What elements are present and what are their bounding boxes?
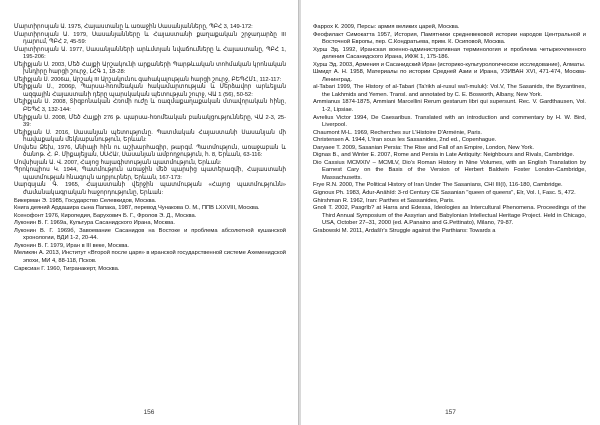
bibliography-entry: Մելիքյան Ս., 2006բ, Պարսա-հռոմեական հակամարտության և Մերձավոր արևելյան ազգային Հայաստանի դերը պարսկական պետության շուրջ, ՎԱ 1 (56), 50-52:	[14, 84, 286, 98]
bibliography-entry: Gignoux Ph. 1983, Ādur-Anāhīd: 3-rd Century CE Sasanian "queen of queens", Elr, Vol. I, Fasc. 5, 472.	[313, 190, 576, 197]
bibliography-entry: Մելիքյան Ս. 2003, Մեծ Հայքի Արշակունի արքաների Պարթևական տոհմական կրոնական խնդիրը հարցի շուրջ, ԼՀԳ 1, 18-28:	[14, 61, 286, 76]
left-page	[0, 0, 299, 425]
bibliography-entry: al-Tabari 1999, The History of al-Tabari (Ta'rikh al-rusul wa'l-muluk): Vol.V, The Sasanids, the Byzantines, the Lakhmids and Yemen. Transl. and annotated by C. E. Bosworth, Albany, New York.	[313, 84, 586, 98]
bibliography-entry: Սարգսյան Գ. 1965, Հայաստանի վերջին պատմության «Հայոց պատմությունն» ժամանակագրական հաջորդությունը, Երևան:	[14, 182, 286, 197]
bibliography-entry: Dio Cassius MCMXIV – MCMLV, Dio's Roman History in Nine Volumes, with an English Translation by Earnest Cary on the Basis of the Version of Herbert Baldwin Foster London-Cambridge, Massachusetts.	[313, 159, 586, 181]
bibliography-list-right	[313, 24, 586, 235]
bibliography-entry: Christensen A. 1944, L'Iran sous les Sassanides, 2nd ed., Copenhague.	[313, 137, 497, 144]
bibliography-entry: Шмидт А. Н. 1958, Материалы по истории Средней Азии и Ирана, УЗИВАН XVI, 471-474, Москва-Ленинград.	[313, 69, 586, 83]
bibliography-entry: Бикерман Э. 1985, Государство Селевкидов, Москва.	[14, 197, 157, 204]
bibliography-entry: Gnoli T. 2002, Pasgrīb? at Harra and Edessa, Ideologies as Intercultural Phenomena. Proceedings of the Third Annual Symposium of the Assyrian and Babylonian Intellectual Heritage Project. Held in Chicago, USA, October 27–31, 2000 (ed. A.Panaino and G.Pettinato), Milano, 79-87.	[313, 205, 586, 227]
bibliography-entry: Хурш Эд. 2003, Армения и Сасанидский Иран (историко-культурологическое исследование), Алматы.	[313, 61, 586, 68]
bibliography-entry: Сарксиан Г. 1960, Тигранакерт, Москва.	[14, 265, 120, 272]
bibliography-entry: Avrelius Victor 1994, De Caesaribus. Translated with an introduction and commentary by H. W. Bird, Liverpool.	[313, 114, 586, 129]
bibliography-entry: Луконин В. Г. 1969а, Культура Сасанидского Ирана, Москва.	[14, 220, 175, 227]
bibliography-entry: Ghirshman R. 1962, Iran: Parthes et Sassanides, Paris.	[313, 197, 455, 204]
bibliography-entry: Ксенофонт 1976, Киропедия, Барухович Б. Г., Фролов Э. Д., Москва.	[14, 212, 197, 219]
bibliography-entry: Մարտիրոսյան Ա. 1979, Սասանյանները և Հայաստանի քաղաքական շրջադարձը III դարում, ՊԲՀ 2, 45-59:	[14, 31, 286, 46]
bibliography-entry: Frye R.N. 2000, The Political History of Iran Under The Sasanians, CHI III(I), 116-180, Cambridge.	[313, 182, 563, 189]
bibliography-entry: Книга деяний Ардашира сына Папака, 1987, перевод Чунакова О. М., ППВ LXXVIII, Москва.	[14, 205, 260, 212]
bibliography-entry: Մարտիրոսյան Ա. 1977, Սասանյանների արևմտյան նվաճումները և Հայաստանը, ՊԲՀ 1, 195-206:	[14, 46, 286, 61]
bibliography-entry: Grabowski M. 2011, Ardašīr's Struggle against the Parthians: Towards a	[313, 227, 496, 234]
bibliography-entry: Dignas B., and Winter E. 2007, Rome and Persia in Late Antiquity: Neighbours and Rivals, Cambridge.	[313, 152, 575, 159]
bibliography-entry: Մովսես Ձեխ, 1976, Անիայի հին ու աշխարհագիր, թարգմ. Պատմություն, առաջաբան և ծանոթ. Հ. Բ. Միքայելյան, ՍՍՀԱ/, Սասանյան ամբողջություն, հ. 8, Երևան, 63-116:	[14, 144, 286, 159]
bibliography-entry: Ammianus 1874-1875, Ammiani Marcellini Rerum gestarum libri qui supersunt. Rec. V. Gardthausen, Vol. 1-2, Lipsiae.	[313, 99, 586, 114]
bibliography-list-left	[14, 24, 286, 273]
bibliography-entry: Феофилакт Симокатта 1957, История, Памятники средневековой истории народов Центральной и Восточной Европы, пер. С.Кондратьева, прим. К. Осиповой, Москва.	[313, 31, 586, 46]
page-number-left: 156	[143, 409, 155, 416]
bibliography-entry: Луконин В. Г. 1969б, Завоевание Сасанидов на Востоке и проблема абсолютной кушанской хронологии, ВДИ 1-2, 20-44.	[14, 227, 286, 242]
bibliography-entry: Մարտիրոսյան Ա. 1975, Հայաստանը և առաջին Սասանյանները, ՊԲՀ 3, 149-172:	[14, 24, 253, 30]
bibliography-entry: Луконин В. Г. 1979, Иран в III веке, Москва.	[14, 242, 130, 249]
bibliography-entry: Меликян А. 2013, Институт «Второй после царя» в иранской государственной системе Ахеменидской эпохи, МИ 4, 88-118, Псков.	[14, 250, 286, 264]
bibliography-entry: Фаррох К. 2009, Персы: армия великих царей, Москва.	[313, 24, 460, 30]
bibliography-entry: Մելիքյան Ս. 2008, Տիզբոնական Հռոմի ուժը և ռազմաքաղաքական մտավորական հինը, ԲԵՊՀ 3, 132-144:	[14, 99, 286, 114]
right-page	[301, 0, 600, 425]
bibliography-entry: Մելիքյան Ս. 2008, Մեծ Հայքի 276 թ. պարսա-հռոմեական բանակցությունները, ՎԱ 2-3, 25-39:	[14, 114, 286, 129]
bibliography-entry: Chaumont M-L. 1969, Recherches sur L'Histoire D'Arménie, Paris.	[313, 129, 483, 136]
bibliography-entry: Хурш Эд. 1992, Иранская военно-административная терминология и проблема четырехчленного деления Сасанидского Ирана, ИФЖ 1, 175-186.	[313, 46, 586, 61]
bibliography-entry: Մելիքյան Ս. 2016, Սասանյան պետությունը. Պատմական Հայաստանի Սասանյան մի հավաքական մեկնաբանություն, Երևան:	[14, 129, 286, 144]
bibliography-entry: Մելիքյան Ս. 2006ա, Արշակ III Արշակունու գահակալության հարցի շուրջ, ԲԵՊՀՄ1, 112-117:	[14, 76, 282, 83]
bibliography-entry: Daryaee T. 2009, Sasanian Persia: The Rise and Fall of an Empire, London, New York.	[313, 144, 534, 151]
bibliography-entry: Պրոկոպիոս Կ. 1944, Պատմություն առաջին մեծ պարսից պատերազմի, Հայաստանի պատմության հնագույն աղբյուրներ, Երևան, 167-173:	[14, 167, 286, 181]
bibliography-entry: Մովսիսյան Ա. Վ. 2007, Հայոց հայագիտության պատմություն, Երևան:	[14, 159, 222, 166]
page-number-right: 157	[445, 409, 456, 416]
